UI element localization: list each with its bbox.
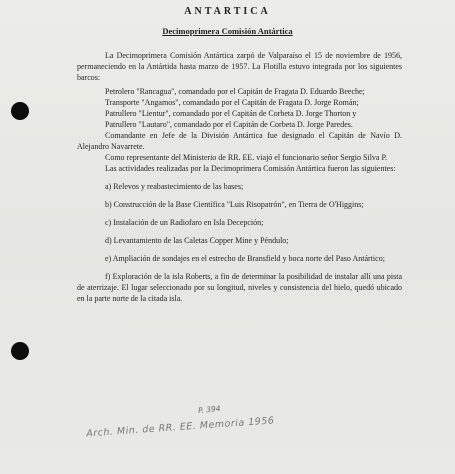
document-body <box>77 50 402 304</box>
activity-item: e) Ampliación de sondajes en el estrecho de Bransfield y boca norte del Paso Antártico; <box>105 254 385 263</box>
page-title: ANTARTICA <box>184 6 271 17</box>
paragraph: Comandante en Jefe de la División Antártica fue designado el Capitán de Navío D. Alejandro Navarrete. <box>77 131 402 151</box>
handwritten-source-note: Arch. Min. de RR. EE. Memoria 1956 <box>85 415 275 440</box>
paragraph: Como representante del Ministerio de RR. EE. viajó el funcionario señor Sergio Silva P. <box>105 153 388 162</box>
fleet-item: Patrullero "Lientur", comandado por el Capitán de Corbeta D. Jorge Thorton y <box>105 109 357 118</box>
handwritten-page-note: P. 394 <box>197 403 221 416</box>
fleet-item: Transporte "Angamos", comandado por el Capitán de Fragata D. Jorge Román; <box>105 98 359 107</box>
binder-hole-top <box>11 102 29 120</box>
paragraph: La Decimoprimera Comisión Antártica zarpó de Valparaíso el 15 de noviembre de 1956, permaneciendo en la Antártida hasta marzo de 1957. La Flotilla estuvo integrada por los siguientes barcos: <box>77 51 402 82</box>
page-subtitle: Decimoprimera Comisión Antártica <box>162 26 293 36</box>
fleet-item: Patrullero "Lautaro", comandado por el Capitán de Corbeta D. Jorge Paredes. <box>105 120 353 129</box>
fleet-item: Petrolero "Rancagua", comandado por el Capitán de Fragata D. Eduardo Beeche; <box>105 87 365 96</box>
activity-item: d) Levantamiento de las Caletas Copper Mine y Péndulo; <box>105 236 289 245</box>
activity-item: b) Construcción de la Base Científica "Luis Risopatrón", en Tierra de O'Higgins; <box>105 200 364 209</box>
binder-hole-bottom <box>11 342 29 360</box>
activity-item: f) Exploración de la isla Roberts, a fin de determinar la posibilidad de instalar allí una pista de aterrizaje. El lugar seleccionado por su longitud, niveles y consistencia del hielo, quedó ubicado en la parte norte de la citada isla. <box>77 272 402 303</box>
paragraph: Las actividades realizadas por la Decimoprimera Comisión Antártica fueron las siguientes: <box>105 164 396 173</box>
activity-item: c) Instalación de un Radiofaro en Isla Decepción; <box>105 218 264 227</box>
activity-item: a) Relevos y reabastecimiento de las bases; <box>105 182 244 191</box>
